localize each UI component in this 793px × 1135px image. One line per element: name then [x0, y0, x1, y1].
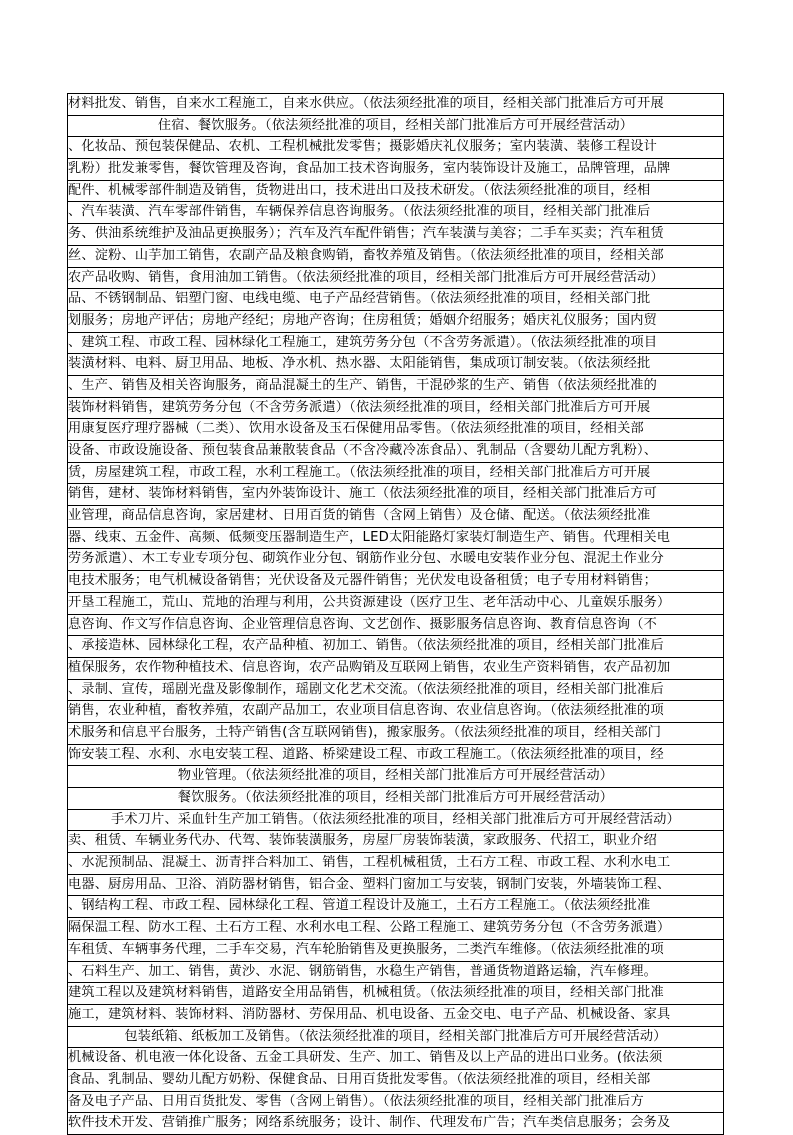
business-scope-table: [67, 93, 724, 1135]
cell-text: 软件技术开发、营销推广服务；网络系统服务；设计、制作、代理发布广告；汽车类信息服务；会务及: [68, 1115, 671, 1131]
cell-text: 、录制、宣传，瑶剧光盘及影像制作，瑶剧文化艺术交流。（依法须经批准的项目，经相关部门批准后: [68, 681, 664, 697]
cell-text: 、生产、销售及相关咨询服务，商品混凝土的生产、销售，干混砂浆的生产、销售（依法须经批准的: [68, 377, 658, 393]
table-row: [68, 1070, 723, 1092]
table-row: [68, 224, 723, 246]
table-row: [68, 723, 723, 745]
table-row: [68, 549, 723, 571]
cell-text: 饰安装工程、水利、水电安装工程、道路、桥梁建设工程、市政工程施工。（依法须经批准的项目，经: [68, 746, 664, 762]
table-row: [68, 788, 723, 810]
cell-text: 配件、机械零部件制造及销售，货物进出口，技术进出口及技术研发。（依法须经批准的项目，经相: [68, 182, 651, 198]
table-row: [68, 181, 723, 203]
cell-text: 包装纸箱、纸板加工及销售。（依法须经批准的项目，经相关部门批准后方可开展经营活动）: [124, 1028, 667, 1044]
cell-text: 餐饮服务。（依法须经批准的项目，经相关部门批准后方可开展经营活动）: [177, 790, 614, 805]
cell-text: 、承接造林、园林绿化工程，农产品种植、初加工、销售。（依法须经批准的项目，经相关部门批准后: [68, 638, 664, 654]
cell-text: 设备、市政设施设备、预包装食品兼散装食品（不含冷藏冷冻食品）、乳制品（含婴幼儿配方乳粉）、: [68, 443, 658, 458]
cell-text: 销售，建材、装饰材料销售，室内外装饰设计、施工（依法须经批准的项目，经相关部门批准后方可: [68, 486, 658, 502]
cell-text: 装饰材料销售，建筑劳务分包（不含劳务派遣）（依法须经批准的项目，经相关部门批准后方可开展: [68, 399, 651, 415]
cell-text: 、水泥预制品、混凝土、沥青拌合料加工、销售，工程机械租赁，土石方工程、市政工程、水利水电工: [68, 855, 671, 871]
cell-text: 农产品收购、销售，食用油加工销售。（依法须经批准的项目，经相关部门批准后方可开展经营活动）: [68, 269, 664, 285]
table-row: [68, 1005, 723, 1027]
cell-text: 、石料生产、加工、销售，黄沙、水泥、钢筋销售，水稳生产销售，普通货物道路运输，汽车修理。: [68, 963, 658, 979]
table-row: [68, 875, 723, 897]
table-row: [68, 853, 723, 875]
table-row: [68, 311, 723, 333]
cell-text: 品、不锈钢制品、铝塑门窗、电线电缆、电子产品经营销售。（依法须经批准的项目，经相关部门批: [68, 291, 651, 307]
cell-text: 乳粉）批发兼零售，餐饮管理及咨询，食品加工技术咨询服务，室内装饰设计及施工，品牌管理，品牌: [68, 161, 671, 177]
table-row: [68, 94, 723, 116]
cell-text: 机械设备、机电液一体化设备、五金工具研发、生产、加工、销售及以上产品的进出口业务。(依法须: [68, 1050, 663, 1066]
cell-text: 隔保温工程、防水工程、土石方工程、水利水电工程、公路工程施工、建筑劳务分包（不含劳务派遣）: [68, 920, 671, 936]
table-row: [68, 137, 723, 159]
table-row: [68, 398, 723, 420]
cell-text: 电技术服务；电气机械设备销售；光伏设备及元器件销售；光伏发电设备租赁；电子专用材料销售；: [68, 573, 658, 589]
cell-text: 材料批发、销售，自来水工程施工，自来水供应。（依法须经批准的项目，经相关部门批准后方可开展: [68, 96, 664, 111]
cell-text: 住宿、餐饮服务。（依法须经批准的项目，经相关部门批准后方可开展经营活动）: [157, 117, 634, 133]
table-row: [68, 268, 723, 290]
table-row: [68, 896, 723, 918]
cell-text: 术服务和信息平台服务，土特产销售(含互联网销售)，搬家服务。（依法须经批准的项目，经相关部门: [68, 724, 662, 740]
cell-text: 用康复医疗理疗器械（二类）、饮用水设备及玉石保健用品零售。（依法须经批准的项目，经相关部: [68, 421, 644, 437]
cell-text: 装潢材料、电料、厨卫用品、地板、净水机、热水器、太阳能销售，集成项订制安装。（依法须经批: [68, 356, 651, 372]
cell-text: 植保服务，农作物种植技术、信息咨询，农产品购销及互联网上销售，农业生产资料销售，农产品初加: [68, 659, 671, 675]
table-row: [68, 636, 723, 658]
table-row: [68, 831, 723, 853]
cell-text: 划服务；房地产评估；房地产经纪；房地产咨询；住房租赁；婚姻介绍服务；婚庆礼仪服务；国内贸: [68, 312, 658, 328]
cell-text: 器、线束、五金件、高频、低频变压器制造生产，LED太阳能路灯家装灯制造生产、销售。代理相关电: [68, 529, 671, 545]
cell-text: 务、供油系统维护及油品更换服务）；汽车及汽车配件销售；汽车装潢与美容；二手车买卖；汽车租赁: [68, 226, 664, 242]
table-row: [68, 506, 723, 528]
table-row: [68, 463, 723, 485]
cell-text: 销售，农业种植，畜牧养殖，农副产品加工，农业项目信息咨询、农业信息咨询。（依法须经批准的项: [68, 703, 664, 719]
cell-text: 备及电子产品、日用百货批发、零售（含网上销售）。（依法须经批准的项目，经相关部门批准后方: [68, 1093, 644, 1109]
table-row: [68, 918, 723, 940]
cell-text: 息咨询、作文写作信息咨询、企业管理信息咨询、文艺创作、摄影服务信息咨询、教育信息咨询（不: [68, 616, 658, 632]
table-row: [68, 615, 723, 637]
table-row: [68, 1092, 723, 1114]
cell-text: 赁，房屋建筑工程，市政工程，水利工程施工。（依法须经批准的项目，经相关部门批准后方可开展: [68, 464, 651, 480]
table-row: [68, 354, 723, 376]
table-row: [68, 116, 723, 138]
cell-text: 卖、租赁、车辆业务代办、代驾、装饰装潢服务，房屋厂房装饰装潢，家政服务、代招工，职业介绍: [68, 833, 658, 849]
cell-text: 、汽车装潢、汽车零部件销售，车辆保养信息咨询服务。（依法须经批准的项目，经相关部门批准后: [68, 204, 651, 220]
table-row: [68, 766, 723, 788]
cell-text: 食品、乳制品、婴幼儿配方奶粉、保健食品、日用百货批发零售。（依法须经批准的项目，经相关部: [68, 1071, 651, 1087]
table-row: [68, 419, 723, 441]
cell-text: 建筑工程以及建筑材料销售，道路安全用品销售，机械租赁。（依法须经批准的项目，经相关部门批准: [68, 985, 664, 1001]
table-row: [68, 159, 723, 181]
table-row: [68, 810, 723, 832]
table-row: [68, 701, 723, 723]
table-row: [68, 246, 723, 268]
table-row: [68, 983, 723, 1005]
table-row: [68, 940, 723, 962]
table-row: [68, 333, 723, 355]
cell-text: 丝、淀粉、山芋加工销售，农副产品及粮食购销，畜牧养殖及销售。（依法须经批准的项目，经相关部: [68, 247, 664, 263]
cell-text: 、建筑工程、市政工程、园林绿化工程施工，建筑劳务分包（不含劳务派遣）。（依法须经批准的项目: [68, 334, 658, 350]
table-row: [68, 1113, 723, 1135]
table-row: [68, 745, 723, 767]
cell-text: 施工，建筑材料、装饰材料、消防器材、劳保用品、机电设备、五金交电、电子产品、机械设备、家具: [68, 1006, 671, 1022]
table-row: [68, 658, 723, 680]
table-row: [68, 289, 723, 311]
table-row: [68, 202, 723, 224]
cell-text: 、化妆品、预包装保健品、农机、工程机械批发零售；摄影婚庆礼仪服务；室内装潢、装修工程设计: [68, 139, 658, 155]
cell-text: 车租赁、车辆事务代理，二手车交易，汽车轮胎销售及更换服务，二类汽车维修。（依法须经批准的项: [68, 941, 664, 957]
cell-text: 、钢结构工程、市政工程、园林绿化工程、管道工程设计及施工，土石方工程施工。（依法须经批准: [68, 898, 651, 914]
cell-text: 劳务派遣）、木工专业专项分包、砌筑作业分包、钢筋作业分包、水暖电安装作业分包、混泥土作业分: [68, 551, 664, 567]
cell-text: 物业管理。（依法须经批准的项目，经相关部门批准后方可开展经营活动）: [177, 768, 614, 784]
cell-text: 电器、厨房用品、卫浴、消防器材销售，铝合金、塑料门窗加工与安装，钢制门安装，外墙装饰工程、: [68, 876, 671, 892]
table-row: [68, 593, 723, 615]
table-row: [68, 571, 723, 593]
table-row: [68, 962, 723, 984]
table-row: [68, 441, 723, 463]
table-row: [68, 1048, 723, 1070]
cell-text: 业管理，商品信息咨询，家居建材、日用百货的销售（含网上销售）及仓储、配送。（依法须经批准: [68, 508, 651, 524]
cell-text: 手术刀片、采血针生产加工销售。（依法须经批准的项目，经相关部门批准后方可开展经营活动）: [110, 811, 681, 827]
table-row: [68, 376, 723, 398]
table-row: [68, 680, 723, 702]
table-row: [68, 484, 723, 506]
table-row: [68, 528, 723, 550]
cell-text: 开垦工程施工，荒山、荒地的治理与利用，公共资源建设（医疗卫生、老年活动中心、儿童娱乐服务）: [68, 594, 671, 610]
table-row: [68, 1027, 723, 1049]
